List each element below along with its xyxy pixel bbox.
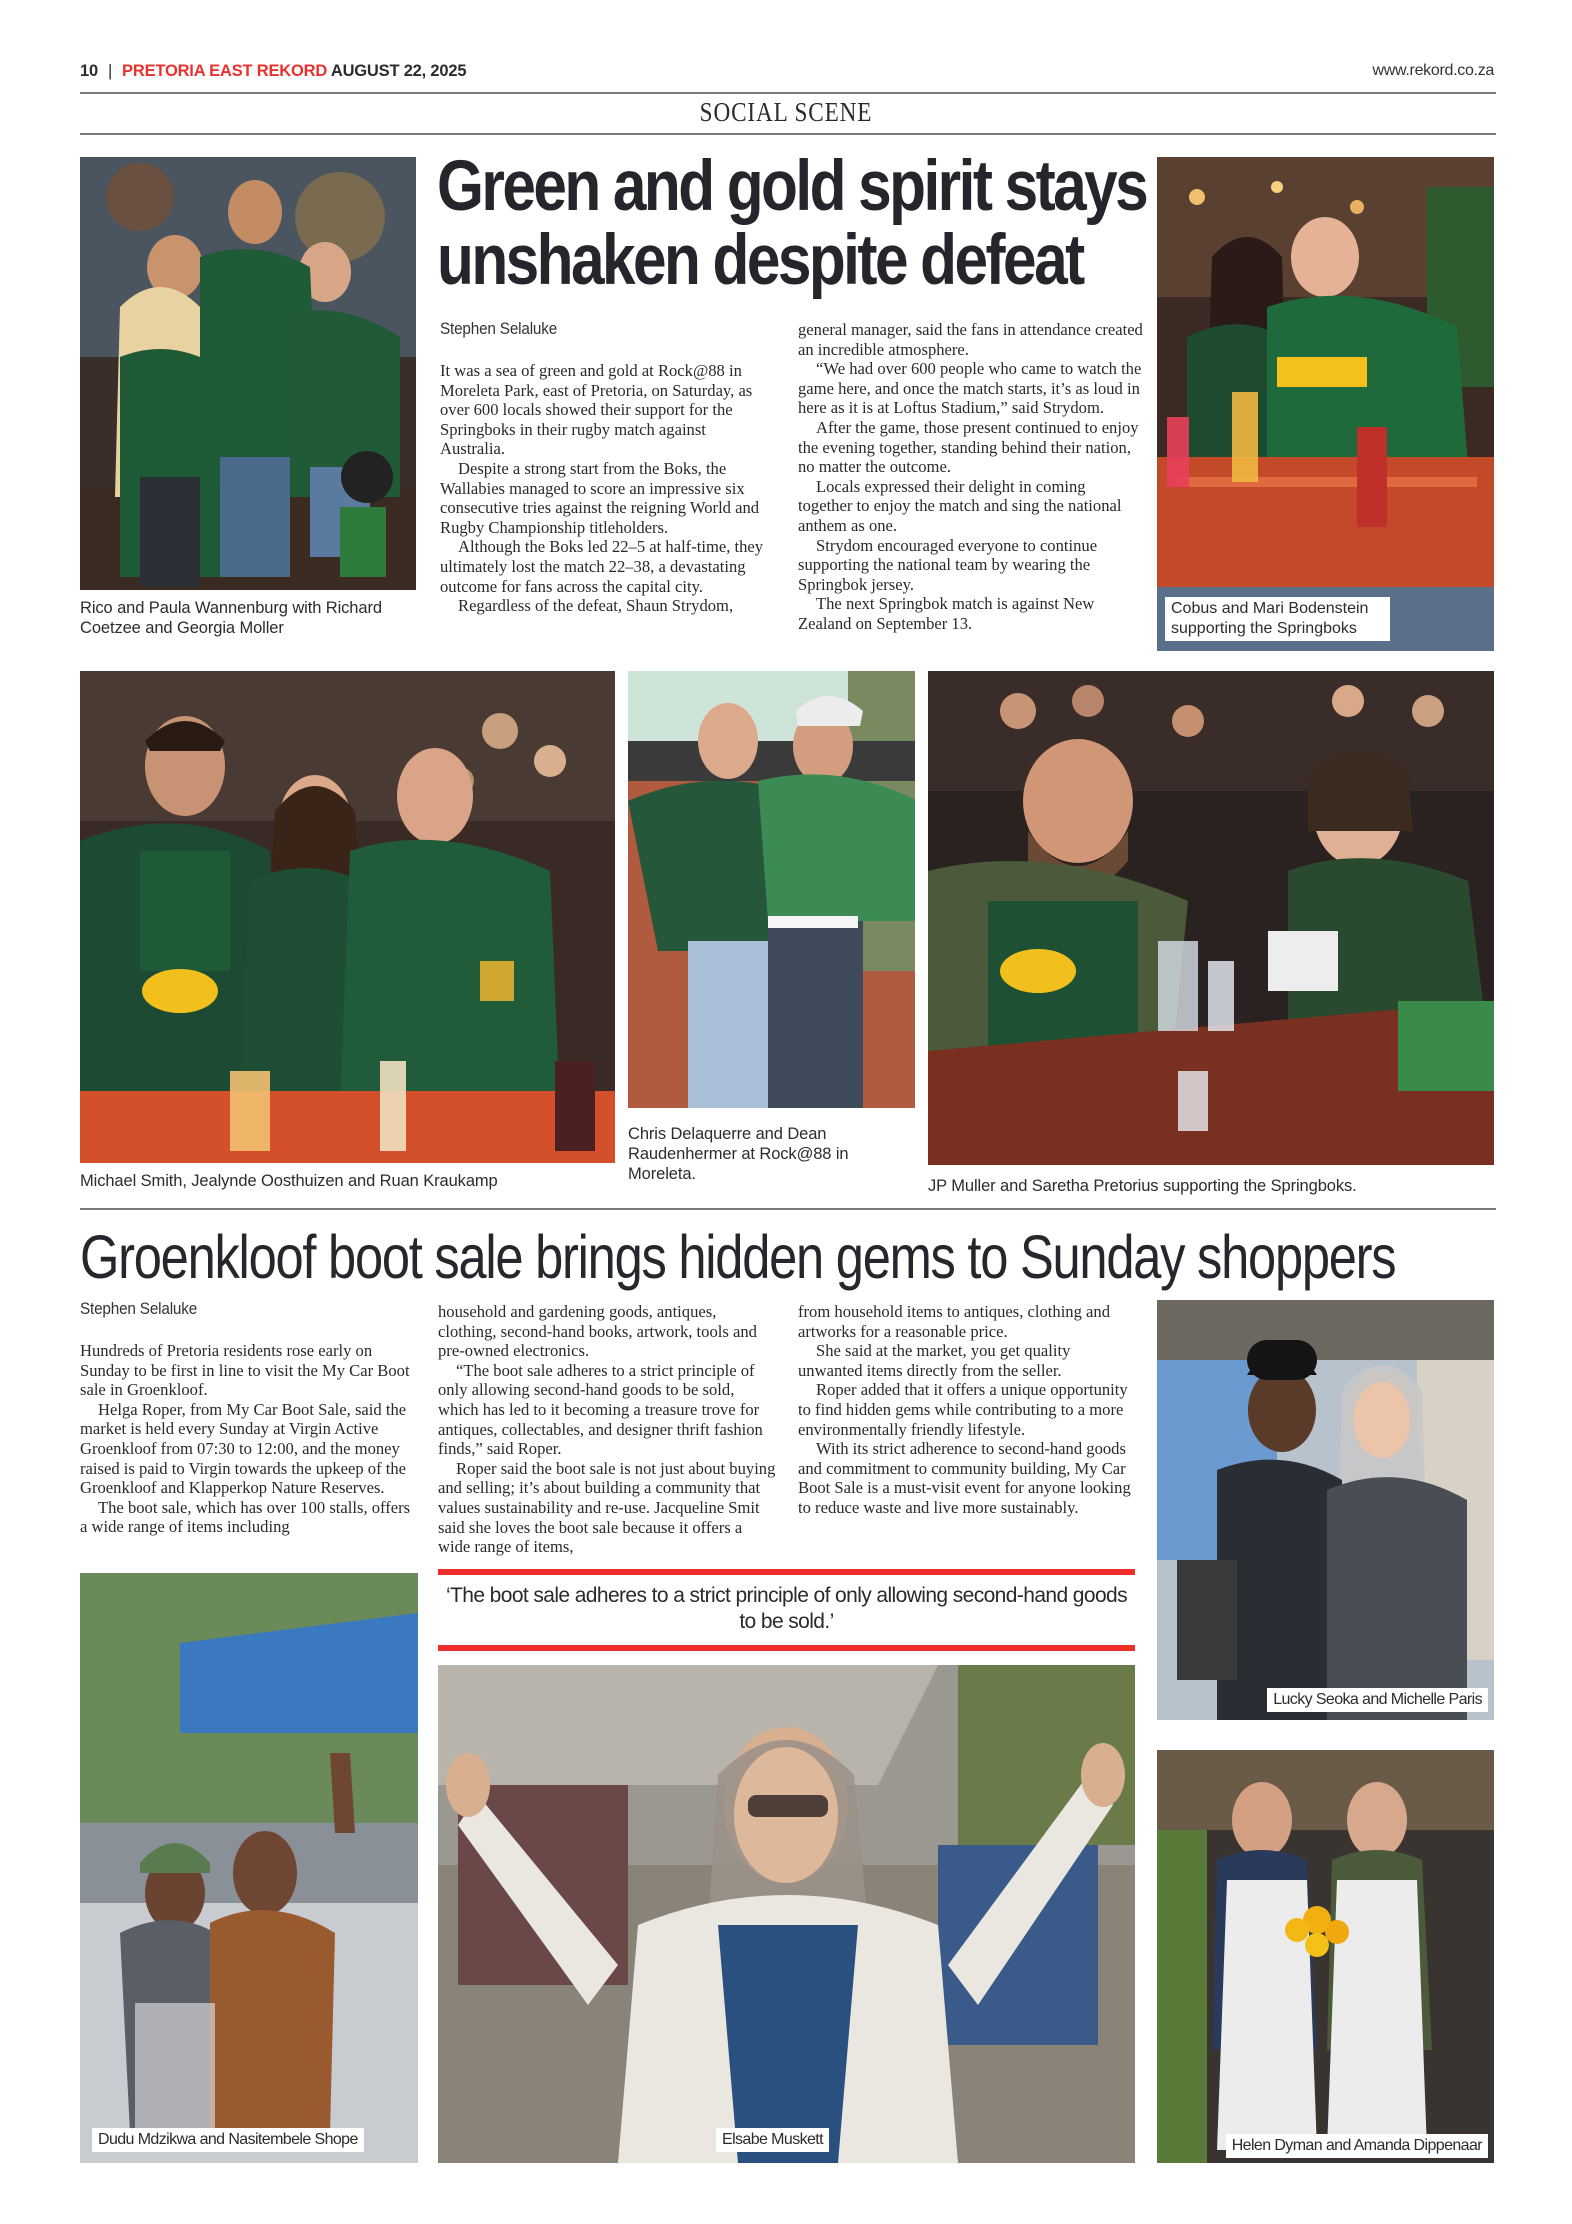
header-rule [80,92,1496,94]
photo-caption: Lucky Seoka and Michelle Paris [1267,1688,1488,1712]
article1-column-2 [798,320,1143,634]
article-divider-rule [80,1208,1496,1210]
page-number: 10 [80,62,98,80]
website-link[interactable]: www.rekord.co.za [1372,62,1494,79]
headline-line: Green and gold spirit stays [437,147,1147,226]
page-folio [80,62,466,81]
photo-caption: Chris Delaquerre and Dean Raudenhermer at Rock@88 in Moreleta. [628,1125,849,1183]
photo-muller-pretorius [928,671,1494,1165]
photo-seoka-paris [1157,1300,1494,1720]
paragraph: Roper added that it offers a unique opportunity to find hidden gems while contributing to a more environmentally friendly lifestyle. [798,1380,1128,1439]
pull-quote-text: ‘The boot sale adheres to a strict principle of only allowing second-hand goods to be sold.’ [445,1584,1128,1633]
headline-line: unshaken despite defeat [437,221,1083,300]
photo-caption: Helen Dyman and Amanda Dippenaar [1226,2134,1488,2158]
article2-headline: Groenkloof boot sale brings hidden gems to Sunday shoppers [80,1223,1396,1291]
photo-caption: Cobus and Mari Bodenstein supporting the Springboks [1165,597,1390,641]
pull-quote-bottom-bar [438,1645,1135,1651]
photo-mdzikwa-shope [80,1573,418,2163]
publication-name: PRETORIA EAST REKORD [122,62,328,80]
photo-caption: JP Muller and Saretha Pretorius supporting the Springboks. [928,1177,1357,1195]
pull-quote [438,1569,1135,1651]
paragraph: Strydom encouraged everyone to continue supporting the national team by wearing the Springbok jersey. [798,535,1098,594]
paragraph: general manager, said the fans in attendance created an incredible atmosphere. [798,320,1143,359]
paragraph: It was a sea of green and gold at Rock@88 in Moreleta Park, east of Pretoria, on Saturday, as over 600 locals showed their support for the Springboks in their rugby match against Australia. [440,361,753,459]
photo-elsabe-muskett [438,1665,1135,2163]
paragraph: Hundreds of Pretoria residents rose early on Sunday to be first in line to visit the My Car Boot sale in Groenkloof. [80,1341,410,1400]
paragraph: She said at the market, you get quality unwanted items directly from the seller. [798,1341,1071,1380]
paragraph: Roper said the boot sale is not just about buying and selling; it’s about building a community that values sustainability and re-use. Jacqueline Smit said she loves the boot sale because it offers a wide range of items, [438,1458,776,1557]
paragraph: “We had over 600 people who came to watch the game here, and once the match starts, it’s as loud in here as it is at Loftus Stadium,” said Strydom. [798,359,1142,418]
photo-caption: Michael Smith, Jealynde Oosthuizen and Ruan Kraukamp [80,1172,498,1190]
issue-date: AUGUST 22, 2025 [330,62,467,80]
photo-caption: Elsabe Muskett [716,2128,829,2152]
article1-byline: Stephen Selaluke [440,319,558,338]
section-title: SOCIAL SCENE [699,97,873,127]
photo-smith-oosthuizen-kraukamp [80,671,615,1163]
paragraph: After the game, those present continued to enjoy the evening together, standing behind their nation, no matter the outcome. [798,417,1139,477]
paragraph: Although the Boks led 22–5 at half-time, they ultimately lost the match 22–38, a devastating outcome for fans across the capital city. [440,537,764,596]
paragraph: from household items to antiques, clothing and artworks for a reasonable price. [798,1302,1111,1341]
folio-separator: | [107,62,113,80]
paragraph: Regardless of the defeat, Shaun Strydom, [458,596,734,616]
paragraph: The boot sale, which has over 100 stalls, offers a wide range of items including [80,1497,411,1537]
photo-caption: Dudu Mdzikwa and Nasitembele Shope [92,2128,364,2152]
paragraph: household and gardening goods, antiques, clothing, second-hand books, artwork, tools and pre-owned electronics. [438,1302,757,1361]
paragraph: “The boot sale adheres to a strict principle of only allowing second-hand goods to be sold, which has led to it becoming a treasure trove for antiques, collectables, and designer thrift fashion finds,” said Roper. [438,1360,763,1459]
article1-headline [437,147,1147,300]
paragraph: Despite a strong start from the Boks, the Wallabies managed to score an impressive six consecutive tries against the reigning World and Rugby Championship titleholders. [440,458,760,537]
article2-column-2 [438,1302,778,1557]
article2-byline: Stephen Selaluke [80,1299,198,1318]
paragraph: Helga Roper, from My Car Boot Sale, said the market is held every Sunday at Virgin Active Groenkloof from 07:30 to 12:00, and the money raised is paid to Virgin towards the upkeep of the Groenkloof and Klapperkop Nature Reserves. [80,1399,407,1498]
article1-column-1 [440,361,773,616]
photo-delaquerre-raudenhermer [628,671,915,1108]
paragraph: The next Springbok match is against New Zealand on September 13. [798,594,1095,633]
photo-wannenburg-group [80,157,416,590]
section-rule [80,133,1496,135]
photo-dyman-dippenaar [1157,1750,1494,2163]
article2-column-3 [798,1302,1138,1518]
article2-column-1 [80,1341,420,1537]
photo-bodenstein-couple [1157,157,1494,651]
photo-caption: Rico and Paula Wannenburg with Richard Coetzee and Georgia Moller [80,599,382,637]
paragraph: Locals expressed their delight in coming together to enjoy the match and sing the national anthem as one. [798,476,1122,535]
paragraph: With its strict adherence to second-hand goods and commitment to community building, My Car Boot Sale is a must-visit event for anyone looking to reduce waste and live more sustainably. [798,1439,1131,1517]
